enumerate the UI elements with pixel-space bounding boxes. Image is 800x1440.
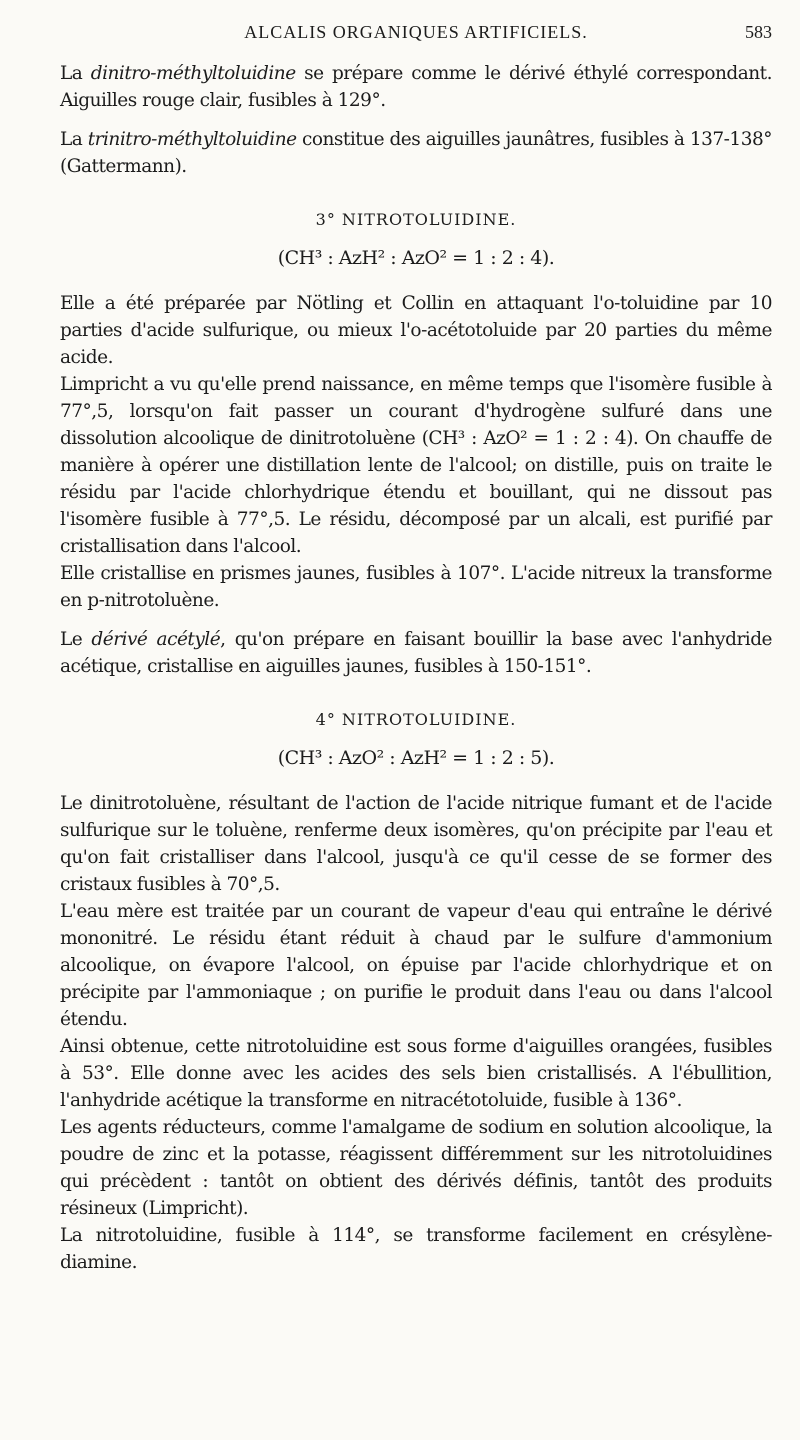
paragraph-mother-liquor: L'eau mère est traitée par un courant de vapeur d'eau qui entraîne le dérivé mononitré. Le résidu étant réduit à chaud par le sulfure d'ammonium alcoolique, on évapore l'alcool, on épuise par l'acide chlorhydrique et on précipite par l'ammoniaque ; on purifie le produit dans l'eau ou dans l'alcool étendu. [60,901,772,1030]
text-run: La [60,129,88,150]
paragraph-cresylene-diamine: La nitrotoluidine, fusible à 114°, se transforme facilement en crésylène-diamine. [60,1225,772,1273]
text-run: , qu'on prépare en faisant bouillir la base avec l'anhydride acétique, cristallise en aiguilles jaunes, fusibles à 150-151°. [60,629,772,677]
paragraph-reducing-agents: Les agents réducteurs, comme l'amalgame de sodium en solution alcoolique, la poudre de zinc et la potasse, réagissent différemment sur les nitrotoluidines qui précèdent : tantôt on obtient des dérivés définis, tantôt des produits résineux (Limpricht). [60,1117,772,1219]
italic-term: trinitro-méthyltoluidine [87,129,297,150]
body-text [60,60,772,1276]
paragraph-dinitrotoluene: Le dinitrotoluène, résultant de l'action de l'acide nitrique fumant et de l'acide sulfurique sur le toluène, renferme deux isomères, qu'on précipite par l'eau et qu'on fait cristalliser dans l'alcool, jusqu'à ce qu'il cesse de se former des cristaux fusibles à 70°,5. [60,793,772,895]
text-run: La [60,63,91,84]
page-number: 583 [745,22,772,42]
page-header [60,22,772,52]
paragraph-trinitro-methyltoluidine [60,126,772,180]
paragraph-preparation: Elle a été préparée par Nötling et Collin en attaquant l'o-toluidine par 10 parties d'acide sulfurique, ou mieux l'o-acétotoluide par 20 parties du même acide. [60,293,772,368]
italic-term: dérivé acétylé [91,629,221,650]
paragraph-crystallisation: Elle cristallise en prismes jaunes, fusibles à 107°. L'acide nitreux la transforme en p-nitrotoluène. [60,563,772,611]
text-run: se prépare comme le dérivé éthylé correspondant. Aiguilles rouge clair, fusibles à 129°. [60,63,772,111]
paragraph-orange-needles: Ainsi obtenue, cette nitrotoluidine est sous forme d'aiguilles orangées, fusibles à 53°. Elle donne avec les acides des sels bien cristallisés. A l'ébullition, l'anhydride acétique la transforme en nitracétotoluide, fusible à 136°. [60,1036,772,1111]
section-4-title: 4° NITROTOLUIDINE. [315,710,517,729]
running-title: ALCALIS ORGANIQUES ARTIFICIELS. [244,22,588,42]
paragraph-limpricht: Limpricht a vu qu'elle prend naissance, en même temps que l'isomère fusible à 77°,5, lorsqu'on fait passer un courant d'hydrogène sulfuré dans une dissolution alcoolique de dinitrotoluène (CH³ : AzO² = 1 : 2 : 4). On chauffe de manière à opérer une distillation lente de l'alcool; on distille, puis on traite le résidu par l'acide chlorhydrique étendu et bouillant, qui ne dissout pas l'isomère fusible à 77°,5. Le résidu, décomposé par un alcali, est purifié par cristallisation dans l'alcool. [60,374,772,557]
section-3-title: 3° NITROTOLUIDINE. [315,210,517,229]
section-4-formula: (CH³ : AzO² : AzH² = 1 : 2 : 5). [277,747,555,769]
text-run: constitue des aiguilles jaunâtres, fusibles à 137-138° (Gattermann). [60,129,772,177]
paragraph-acetyl-derivative [60,626,772,680]
italic-term: dinitro-méthyltoluidine [90,63,296,84]
paragraph-dinitro-methyltoluidine [60,60,772,114]
section-3-formula: (CH³ : AzH² : AzO² = 1 : 2 : 4). [277,247,555,269]
text-run: Le [60,629,92,650]
